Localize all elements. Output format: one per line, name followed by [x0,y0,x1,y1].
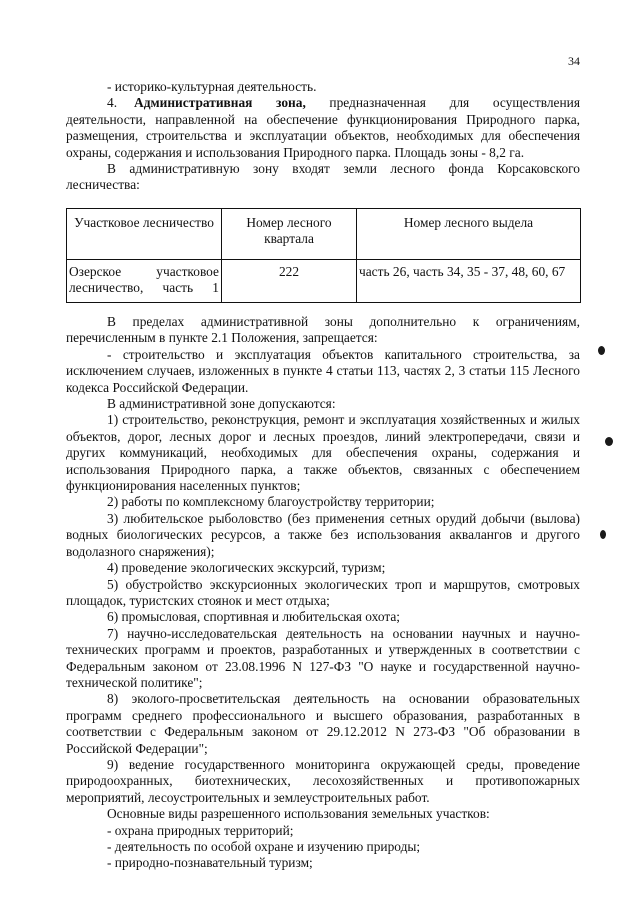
table-header-cell: Номер лесного квартала [222,209,357,260]
paragraph-allowed-intro: В административной зоне допускаются: [107,396,336,412]
list-item: 7) научно-исследовательская деятельность на основании научных и научно-технических программ и проектов, разработанных и утвержденных в соответствии с Федеральным законом от 23.08.1996 N 127-ФЗ "О науке и государственной научно-технической политике"; [66,625,580,690]
scan-speck-mark [600,530,606,539]
zone-description: предназначенная для осуществления деятельности, направленной на обеспечение функционирования Природного парка, размещения, строительства и эксплуатации объектов, необходимых для обеспечения охраны, содержания и использования Природного парка. Площадь зоны - 8,2 га. [66,95,580,160]
table-cell-allotments: часть 26, часть 34, 35 - 37, 48, 60, 67 [357,260,581,303]
list-item: 1) строительство, реконструкция, ремонт и эксплуатация хозяйственных и жилых объектов, дорог, лесных дорог и лесных проездов, линий электропередачи, связи и других коммуникаций, необходимых для обеспечения охраны, содержания и использования Природного парка, а также объектов, связанных с обеспечением функционирования населенных пунктов; [66,412,580,494]
scan-speck-mark [605,437,613,446]
list-item: 6) промысловая, спортивная и любительская охота; [107,609,401,625]
page-number: 34 [568,54,580,68]
item-number: 4. [107,95,118,111]
list-item: 3) любительское рыболовство (без применения сетных орудий добычи (вылова) водных биологических ресурсов, а также без использования аквалангов и другого водолазного снаряжения); [66,510,580,559]
table-cell-forestry: Озерское участковое лесничество, часть 1 [67,260,222,303]
paragraph-land-use-intro: Основные виды разрешенного использования земельных участков: [107,806,490,822]
list-item: 2) работы по комплексному благоустройству территории; [107,494,435,510]
bottom-text-block [66,314,580,872]
table-header-cell: Номер лесного выдела [357,209,581,260]
forest-quarters-table [66,208,581,303]
paragraph-historic-cultural: - историко-культурная деятельность. [107,79,317,94]
paragraph-restrictions: В пределах административной зоны дополнительно к ограничениям, перечисленным в пункте 2.1 Положения, запрещается: [66,314,580,346]
list-item: - охрана природных территорий; [107,822,294,838]
table-header-row [67,209,581,260]
list-item: - деятельность по особой охране и изучению природы; [107,839,421,854]
table-cell-quarter: 222 [222,260,357,303]
paragraph-forestry-lands: В административную зону входят земли лесного фонда Корсаковского лесничества: [66,161,580,193]
list-item: 8) эколого-просветительская деятельность на основании образовательных программ среднего профессионального и высшего образования, разработанных в соответствии с Федеральным законом от 29.12.2012 N 273-ФЗ "Об образовании в Российской Федерации"; [66,691,580,756]
paragraph-administrative-zone [66,95,580,161]
list-item: 5) обустройство экскурсионных экологических троп и маршрутов, смотровых площадок, туристских стоянок и мест отдыха; [66,576,580,608]
list-item: 9) ведение государственного мониторинга окружающей среды, проведение природоохранных, биотехнических, лесохозяйственных и противопожарных мероприятий, лесоустроительных и землеустроительных работ. [66,756,580,805]
top-text-block [66,79,580,194]
paragraph-prohibition: - строительство и эксплуатация объектов капитального строительства, за исключением случаев, изложенных в пункте 4 статьи 113, частях 2, 3 статьи 115 Лесного кодекса Российской Федерации. [66,346,580,395]
zone-title-bold: Административная зона, [134,95,306,111]
list-item: - природно-познавательный туризм; [107,855,313,871]
list-item: 4) проведение экологических экскурсий, туризм; [107,560,386,576]
scan-speck-mark [598,346,605,355]
table-header-cell: Участковое лесничество [67,209,222,260]
table-row [67,260,581,303]
